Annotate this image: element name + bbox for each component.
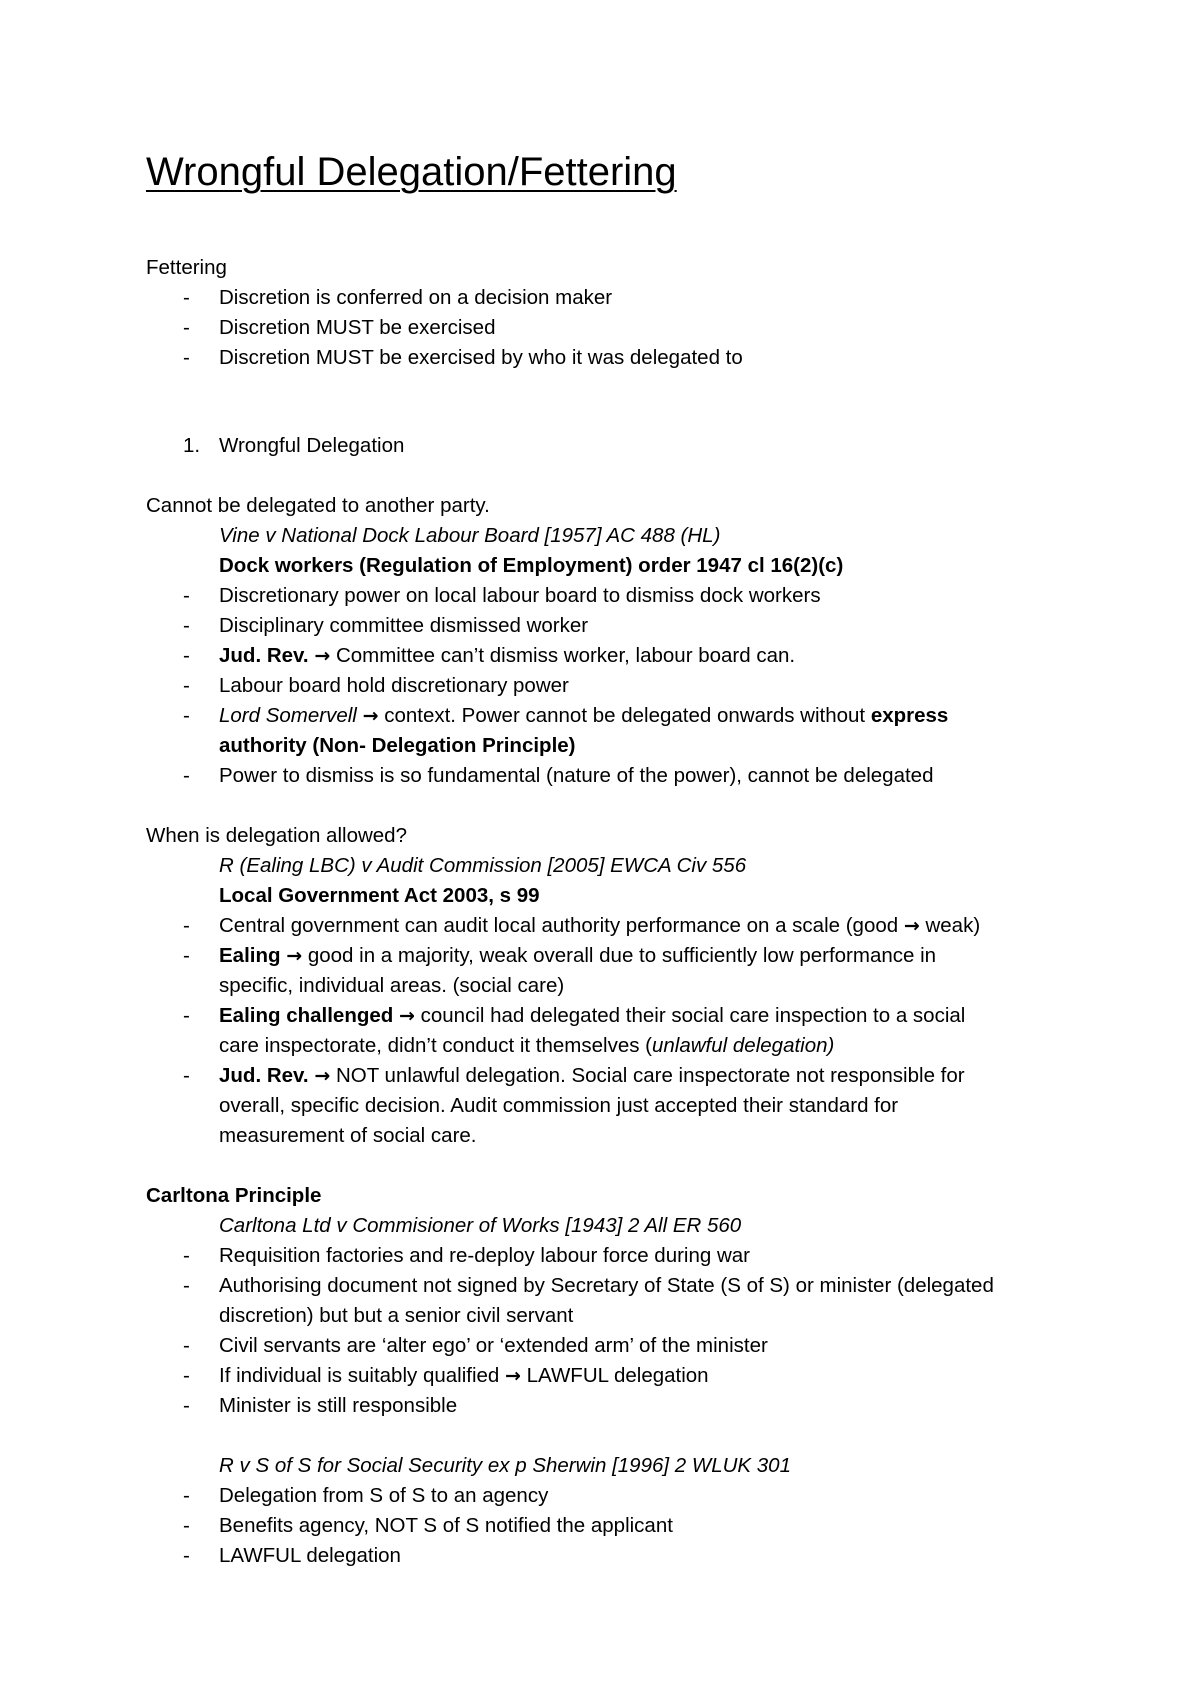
list-item: Discretion MUST be exercised [219,316,496,339]
italic-term: unlawful delegation) [652,1034,835,1057]
list-item [219,1361,709,1391]
list-item: Authorising document not signed by Secretary of State (S of S) or minister (delegated [219,1274,994,1297]
case-citation: Vine v National Dock Labour Board [1957] AC 488 (HL) [219,524,721,547]
bullet-dash: - [183,644,190,667]
list-item: Discretion MUST be exercised by who it was delegated to [219,346,743,369]
italic-label: Lord Somervell [219,704,357,727]
item-text: good in a majority, weak overall due to sufficiently low performance in [302,944,937,967]
numbered-heading: Wrongful Delegation [219,434,405,457]
bold-term: express [870,704,949,727]
bullet-dash: - [183,614,190,637]
list-item [219,911,980,941]
item-text: Central government can audit local authority performance on a scale (good [219,914,904,937]
bullet-dash: - [183,1244,190,1267]
bullet-dash: - [183,1004,190,1027]
item-text: care inspectorate, didn’t conduct it themselves ( [219,1034,652,1057]
list-item-continuation: overall, specific decision. Audit commission just accepted their standard for [219,1094,899,1117]
list-item-continuation: specific, individual areas. (social care) [219,974,565,997]
statute-reference: Local Government Act 2003, s 99 [219,884,540,907]
case-citation: R (Ealing LBC) v Audit Commission [2005] EWCA Civ 556 [219,854,747,877]
list-item: Requisition factories and re-deploy labour force during war [219,1244,751,1267]
item-text-end: LAWFUL delegation [520,1364,709,1387]
list-item-continuation: authority (Non- Delegation Principle) [219,734,576,757]
list-number: 1. [183,434,201,457]
case-citation: R v S of S for Social Security ex p Sherwin [1996] 2 WLUK 301 [219,1454,791,1477]
arrow-icon: → [399,1005,415,1027]
bullet-dash: - [183,704,190,727]
list-item [219,701,948,731]
bullet-dash: - [183,1484,190,1507]
case-citation: Carltona Ltd v Commisioner of Works [1943] 2 All ER 560 [219,1214,742,1237]
bold-label: Jud. Rev. [219,644,309,667]
list-item [219,641,795,671]
bullet-dash: - [183,1394,190,1417]
item-text: council had delegated their social care inspection to a social [414,1004,966,1027]
list-item-continuation: measurement of social care. [219,1124,477,1147]
section-heading: Carltona Principle [146,1184,322,1207]
bullet-dash: - [183,1514,190,1537]
list-item: Discretionary power on local labour board to dismiss dock workers [219,584,821,607]
item-text-end: weak) [919,914,981,937]
list-item: Benefits agency, NOT S of S notified the applicant [219,1514,673,1537]
bold-label: Ealing challenged [219,1004,394,1027]
list-item: Discretion is conferred on a decision maker [219,286,613,309]
section-question: When is delegation allowed? [146,824,407,847]
arrow-icon: → [903,915,920,937]
arrow-icon: → [362,705,379,727]
item-text: context. Power cannot be delegated onwards without [378,704,871,727]
arrow-icon: → [314,1065,331,1087]
bullet-dash: - [183,1274,190,1297]
list-item [219,1061,965,1091]
vine-intro: Cannot be delegated to another party. [146,494,490,517]
list-item: Civil servants are ‘alter ego’ or ‘extended arm’ of the minister [219,1334,768,1357]
arrow-icon: → [286,945,303,967]
list-item: Power to dismiss is so fundamental (nature of the power), cannot be delegated [219,764,934,787]
item-text: If individual is suitably qualified [219,1364,506,1387]
bold-label: Ealing [219,944,281,967]
bullet-dash: - [183,914,190,937]
list-item: Minister is still responsible [219,1394,458,1417]
bullet-dash: - [183,316,190,339]
bullet-dash: - [183,674,190,697]
item-text: Committee can’t dismiss worker, labour board can. [330,644,796,667]
fettering-heading: Fettering [146,256,227,279]
list-item-continuation [219,1031,834,1060]
page-title: Wrongful Delegation/Fettering [146,150,677,194]
bullet-dash: - [183,346,190,369]
item-text: NOT unlawful delegation. Social care inspectorate not responsible for [330,1064,965,1087]
list-item: Delegation from S of S to an agency [219,1484,549,1507]
list-item: Labour board hold discretionary power [219,674,569,697]
bullet-dash: - [183,764,190,787]
list-item [219,1001,965,1031]
list-item: Disciplinary committee dismissed worker [219,614,589,637]
bullet-dash: - [183,1334,190,1357]
arrow-icon: → [314,645,331,667]
bold-label: Jud. Rev. [219,1064,309,1087]
list-item-continuation: discretion) but but a senior civil servant [219,1304,574,1327]
bullet-dash: - [183,944,190,967]
bullet-dash: - [183,1364,190,1387]
bullet-dash: - [183,1064,190,1087]
arrow-icon: → [505,1365,521,1387]
statute-reference: Dock workers (Regulation of Employment) order 1947 cl 16(2)(c) [219,554,844,577]
list-item [219,941,936,971]
bullet-dash: - [183,584,190,607]
list-item: LAWFUL delegation [219,1544,401,1567]
bullet-dash: - [183,1544,190,1567]
bullet-dash: - [183,286,190,309]
